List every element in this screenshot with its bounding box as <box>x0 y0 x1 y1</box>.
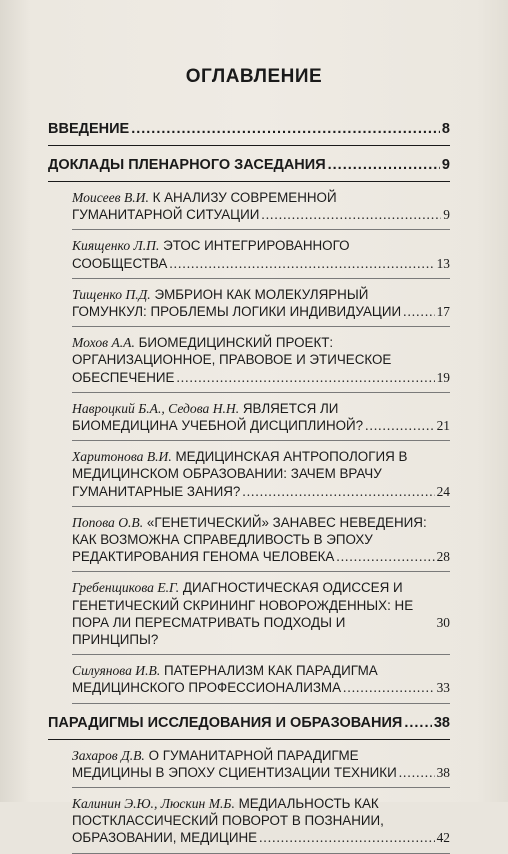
entry-text-wrap <box>72 796 379 811</box>
entry-text-wrap <box>72 303 401 320</box>
entry-author: Моисеев В.И. <box>72 190 149 205</box>
entry-title-line: ПОРА ЛИ ПЕРЕСМАТРИВАТЬ ПОДХОДЫ И ПРИНЦИПЫ? <box>72 614 346 648</box>
entry-title-line: ОБРАЗОВАНИИ, МЕДИЦИНЕ <box>72 830 258 846</box>
entry-title-line: РЕДАКТИРОВАНИЯ ГЕНОМА ЧЕЛОВЕКА <box>72 549 335 565</box>
entry-line <box>72 812 450 829</box>
entry-title-line: ПАТЕРНАЛИЗМ КАК ПАРАДИГМА <box>163 663 378 679</box>
entry-title-line: ГУМАНИТАРНЫЕ ЗАНИЯ? <box>72 483 241 499</box>
entry-line <box>72 334 450 351</box>
entry-title-line: ГОМУНКУЛ: ПРОБЛЕМЫ ЛОГИКИ ИНДИВИДУАЦИИ <box>72 304 402 320</box>
toc-entry[interactable] <box>72 795 450 854</box>
entry-text-wrap <box>72 206 259 223</box>
entry-line <box>72 531 450 548</box>
leader-dots <box>365 417 434 434</box>
entry-text-wrap <box>72 287 368 302</box>
entry-line <box>72 400 450 417</box>
entry-title-line: МЕДИЦИНСКОМ ОБРАЗОВАНИИ: ЗАЧЕМ ВРАЧУ <box>72 466 382 482</box>
entry-text-wrap <box>72 663 378 678</box>
entry-text-wrap <box>72 679 341 696</box>
leader-dots <box>169 255 434 272</box>
entry-line <box>72 795 450 812</box>
entry-title-line: БИОМЕДИЦИНСКИЙ ПРОЕКТ: <box>138 335 334 351</box>
entry-line <box>72 579 450 596</box>
entry-author: Мохов А.А. <box>72 335 135 351</box>
leader-dots <box>403 303 435 320</box>
entry-author: Попова О.В. <box>72 514 144 530</box>
entry-line <box>72 255 450 272</box>
entry-text-wrap <box>72 401 338 416</box>
table-of-contents <box>48 120 450 854</box>
entry-line <box>72 514 450 531</box>
entry-text-wrap <box>72 813 384 828</box>
entry-text-wrap <box>72 352 391 367</box>
leader-dots <box>242 483 434 500</box>
entry-line <box>72 448 450 465</box>
section-page-number: 9 <box>441 157 450 173</box>
toc-entry[interactable] <box>72 237 450 278</box>
entry-line <box>72 764 450 781</box>
entry-title-line: ЯВЛЯЕТСЯ ЛИ <box>242 400 339 416</box>
leader-dots <box>261 206 441 223</box>
entry-text-wrap <box>72 515 427 530</box>
entry-text-wrap <box>72 598 413 613</box>
leader-dots <box>259 829 435 846</box>
section-page-number: 8 <box>441 121 450 137</box>
entry-text-wrap <box>72 580 403 595</box>
entry-title-line: ПОСТКЛАССИЧЕСКИЙ ПОВОРОТ В ПОЗНАНИИ, <box>72 813 384 829</box>
leader-dots <box>404 714 432 733</box>
entry-title-line: ЭМБРИОН КАК МОЛЕКУЛЯРНЫЙ <box>154 286 369 302</box>
entry-line <box>72 465 450 482</box>
entry-line <box>72 417 450 434</box>
entry-title-line: ГЕНЕТИЧЕСКИЙ СКРИНИНГ НОВОРОЖДЕННЫХ: НЕ <box>72 597 414 613</box>
toc-section-introduction[interactable] <box>48 120 450 139</box>
entry-title-line: КАК ВОЗМОЖНА СПРАВЕДЛИВОСТЬ В ЭПОХУ <box>72 532 373 548</box>
toc-entry[interactable] <box>72 579 450 655</box>
toc-entry[interactable] <box>72 400 450 441</box>
entry-title-line: ОРГАНИЗАЦИОННОЕ, ПРАВОВОЕ И ЭТИЧЕСКОЕ <box>72 352 392 368</box>
leader-dots <box>176 369 434 386</box>
entry-line <box>72 829 450 846</box>
entry-author: Навроцкий Б.А., Седова Н.Н. <box>72 400 240 416</box>
entry-text-wrap <box>72 483 240 500</box>
leader-dots <box>328 156 440 175</box>
entry-title-line: ГУМАНИТАРНОЙ СИТУАЦИИ <box>72 207 260 223</box>
entry-line <box>72 351 450 368</box>
entry-title-line: БИОМЕДИЦИНА УЧЕБНОЙ ДИСЦИПЛИНОЙ? <box>72 418 364 434</box>
entry-title-line: СООБЩЕСТВА <box>72 255 168 271</box>
entry-page-number: 21 <box>436 418 450 434</box>
entry-author: Гребенщикова Е.Г. <box>72 580 180 596</box>
toc-entry[interactable] <box>72 334 450 393</box>
entry-page-number: 30 <box>436 614 450 630</box>
entry-text-wrap <box>72 748 359 763</box>
leader-dots <box>399 764 435 781</box>
section-label: ПАРАДИГМЫ ИССЛЕДОВАНИЯ И ОБРАЗОВАНИЯ <box>48 714 403 731</box>
leader-dots <box>131 120 440 139</box>
entry-line <box>72 237 450 254</box>
section-divider <box>48 181 450 182</box>
section-label: ДОКЛАДЫ ПЛЕНАРНОГО ЗАСЕДАНИЯ <box>48 157 326 173</box>
leader-dots <box>343 679 435 696</box>
entry-author: Захаров Д.В. <box>72 747 145 763</box>
toc-entry[interactable] <box>72 448 450 507</box>
entry-page-number: 17 <box>436 304 450 320</box>
entry-text-wrap <box>72 190 337 205</box>
entry-page-number: 13 <box>436 255 450 271</box>
entry-text-wrap <box>72 449 407 464</box>
entry-title-line: МЕДИЦИНСКАЯ АНТРОПОЛОГИЯ В <box>175 449 408 465</box>
entry-line <box>72 369 450 386</box>
entry-line <box>72 614 450 648</box>
entry-text-wrap <box>72 548 334 565</box>
entry-text-wrap <box>72 417 363 434</box>
page-title: ОГЛАВЛЕНИЕ <box>185 66 323 87</box>
leader-dots <box>336 548 434 565</box>
entry-title-line: МЕДИАЛЬНОСТЬ КАК <box>238 796 379 812</box>
entry-text-wrap <box>72 335 333 350</box>
section-divider <box>48 145 450 146</box>
toc-entry[interactable] <box>72 189 450 230</box>
section-label: ВВЕДЕНИЕ <box>48 121 130 137</box>
entry-line <box>72 483 450 500</box>
entry-title-line: ДИАГНОСТИЧЕСКАЯ ОДИССЕЯ И <box>182 580 403 596</box>
toc-section[interactable] <box>48 714 450 733</box>
entry-text-wrap <box>72 466 382 481</box>
toc-entry[interactable] <box>72 747 450 788</box>
entry-page-number: 42 <box>436 830 450 846</box>
entry-title-line: К АНАЛИЗУ СОВРЕМЕННОЙ <box>152 190 337 205</box>
entry-line <box>72 597 450 614</box>
entry-line <box>72 548 450 565</box>
entry-page-number: 33 <box>436 680 450 696</box>
entry-author: Киященко Л.П. <box>72 238 160 254</box>
entry-author: Калинин Э.Ю., Люскин М.Б. <box>72 796 235 812</box>
entry-text-wrap <box>72 369 174 386</box>
entry-text-wrap <box>72 255 167 272</box>
entry-text-wrap <box>72 238 350 253</box>
toc-entry[interactable] <box>72 662 450 703</box>
entry-text-wrap <box>72 532 373 547</box>
toc-entry[interactable] <box>72 286 450 327</box>
entry-page-number: 38 <box>436 764 450 780</box>
section-divider <box>48 739 450 740</box>
entry-line <box>72 303 450 320</box>
entry-line <box>72 286 450 303</box>
toc-entry[interactable] <box>72 514 450 573</box>
entry-page-number: 19 <box>436 369 450 385</box>
entry-title-line: МЕДИЦИНСКОГО ПРОФЕССИОНАЛИЗМА <box>72 680 342 696</box>
entry-text-wrap <box>72 829 257 846</box>
entry-line <box>72 662 450 679</box>
entry-line <box>72 189 450 206</box>
entry-page-number: 28 <box>436 549 450 565</box>
entry-title-line: «ГЕНЕТИЧЕСКИЙ» ЗАНАВЕС НЕВЕДЕНИЯ: <box>146 514 427 530</box>
entry-line <box>72 206 450 223</box>
entry-text-wrap <box>72 614 433 648</box>
entry-title-line: ЭТОС ИНТЕГРИРОВАННОГО <box>163 238 350 254</box>
entry-title-line: МЕДИЦИНЫ В ЭПОХУ СЦИЕНТИЗАЦИИ ТЕХНИКИ <box>72 764 397 780</box>
entry-page-number: 9 <box>443 207 450 223</box>
entry-page-number: 24 <box>436 483 450 499</box>
entry-title-line: О ГУМАНИТАРНОЙ ПАРАДИГМЕ <box>148 747 359 763</box>
entry-title-line: ОБЕСПЕЧЕНИЕ <box>72 369 175 385</box>
section-page-number: 38 <box>433 714 450 731</box>
entry-text-wrap <box>72 764 397 781</box>
entry-author: Силуянова И.В. <box>72 663 161 679</box>
entry-line <box>72 679 450 696</box>
entry-author: Тищенко П.Д. <box>72 286 151 302</box>
entry-author: Харитонова В.И. <box>72 449 172 465</box>
entry-line <box>72 747 450 764</box>
toc-section[interactable] <box>48 156 450 175</box>
